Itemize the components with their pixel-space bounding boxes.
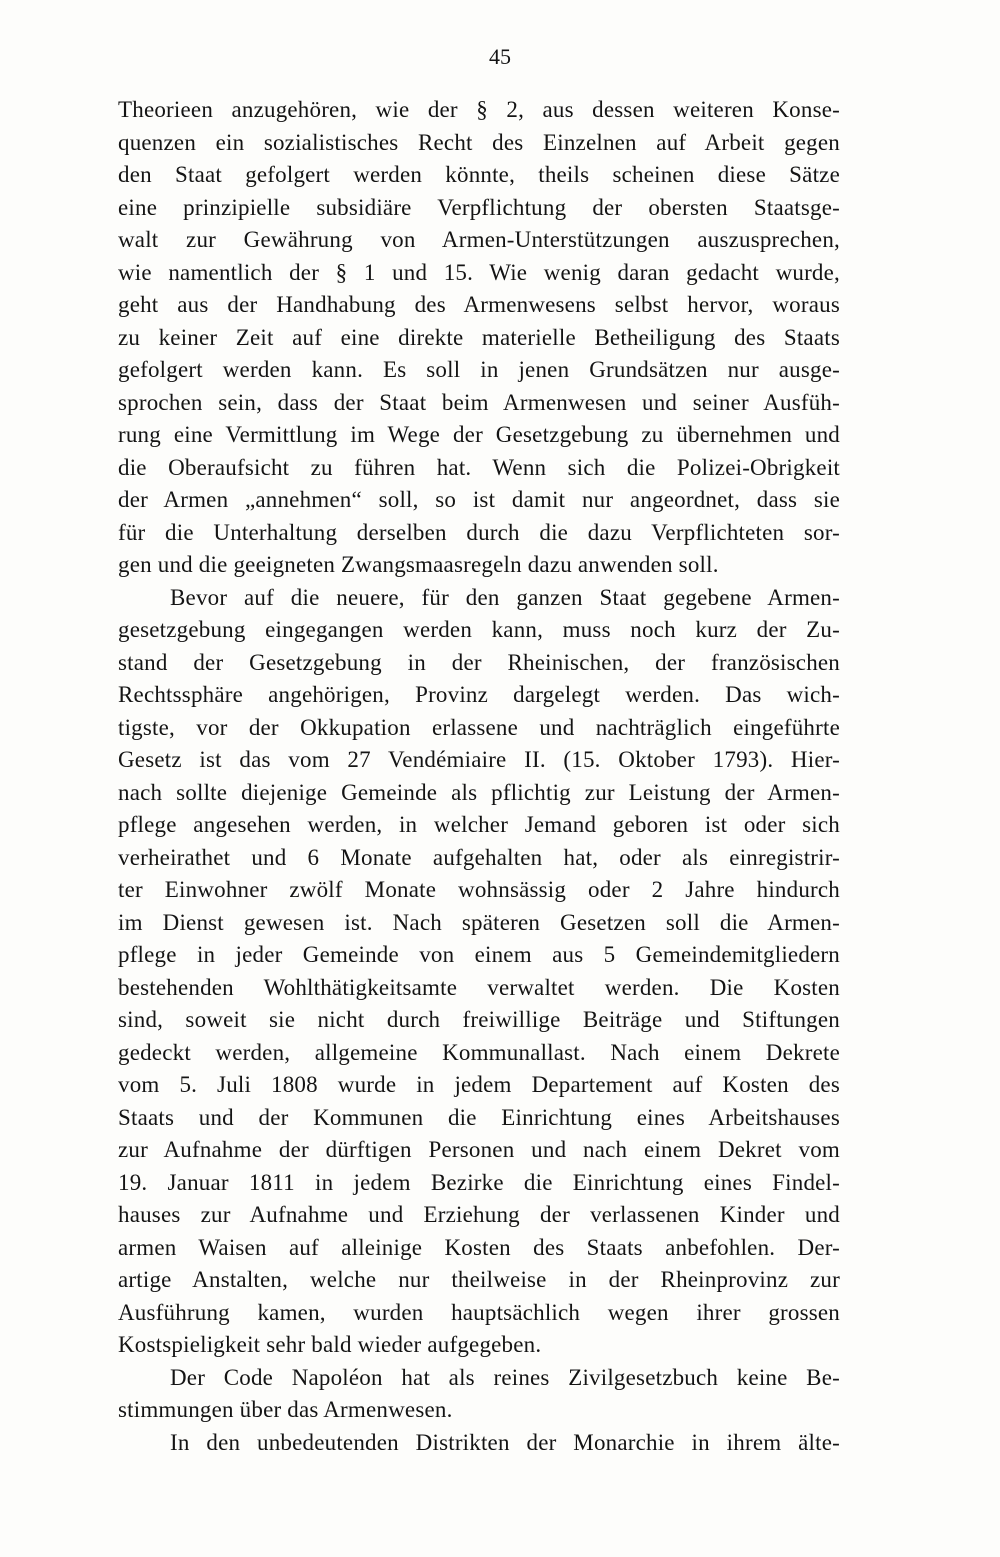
text-line: hauses zur Aufnahme und Erziehung der verlassenen Kinder und: [118, 1202, 840, 1227]
text-line: Gesetz ist das vom 27 Vendémiaire II. (15. Oktober 1793). Hier-: [118, 747, 840, 772]
paragraph-end-line: stimmungen über das Armenwesen.: [118, 1397, 453, 1422]
body-text: [118, 94, 840, 1459]
text-line: den Staat gefolgert werden könnte, theils scheinen diese Sätze: [118, 162, 840, 187]
text-line: gesetzgebung eingegangen werden kann, muss noch kurz der Zu-: [118, 617, 840, 642]
text-line: eine prinzipielle subsidiäre Verpflichtung der obersten Staatsge-: [118, 194, 840, 220]
text-line: artige Anstalten, welche nur theilweise in der Rheinprovinz zur: [118, 1267, 840, 1292]
text-line: Rechtssphäre angehörigen, Provinz dargelegt werden. Das wich-: [118, 682, 840, 707]
text-line: pflege angesehen werden, in welcher Jemand geboren ist oder sich: [118, 812, 840, 837]
text-line: 19. Januar 1811 in jedem Bezirke die Einrichtung eines Findel-: [118, 1169, 840, 1195]
paragraph-end-line: gen und die geeigneten Zwangsmaasregeln dazu anwenden soll.: [118, 552, 719, 577]
text-line: nach sollte diejenige Gemeinde als pflichtig zur Leistung der Armen-: [118, 779, 840, 805]
text-line: zur Aufnahme der dürftigen Personen und nach einem Dekret vom: [118, 1137, 840, 1162]
text-line: rung eine Vermittlung im Wege der Gesetzgebung zu übernehmen und: [118, 422, 840, 447]
text-line: quenzen ein sozialistisches Recht des Einzelnen auf Arbeit gegen: [118, 129, 840, 155]
text-line: Ausführung kamen, wurden hauptsächlich wegen ihrer grossen: [118, 1299, 840, 1325]
paragraph-end-line: Kostspieligkeit sehr bald wieder aufgegeben.: [118, 1332, 542, 1357]
text-line: die Oberaufsicht zu führen hat. Wenn sich die Polizei-Obrigkeit: [118, 454, 840, 480]
text-line: im Dienst gewesen ist. Nach späteren Gesetzen soll die Armen-: [118, 909, 840, 935]
text-line: sprochen sein, dass der Staat beim Armenwesen und seiner Ausfüh-: [118, 389, 840, 415]
text-line: pflege in jeder Gemeinde von einem aus 5 Gemeindemitgliedern: [118, 942, 840, 967]
paragraph-start-line: In den unbedeutenden Distrikten der Monarchie in ihrem älte-: [170, 1429, 840, 1455]
text-line: ter Einwohner zwölf Monate wohnsässig oder 2 Jahre hindurch: [118, 877, 840, 902]
text-line: für die Unterhaltung derselben durch die dazu Verpflichteten sor-: [118, 519, 840, 545]
page-number: 45: [489, 44, 511, 69]
text-line: geht aus der Handhabung des Armenwesens selbst hervor, woraus: [118, 292, 840, 317]
text-line: stand der Gesetzgebung in der Rheinischen, der französischen: [118, 649, 840, 675]
text-line: Staats und der Kommunen die Einrichtung eines Arbeitshauses: [118, 1104, 840, 1130]
paragraph-start-line: Bevor auf die neuere, für den ganzen Staat gegebene Armen-: [170, 584, 840, 610]
text-line: tigste, vor der Okkupation erlassene und nachträglich eingeführte: [118, 714, 840, 740]
text-line: sind, soweit sie nicht durch freiwillige Beiträge und Stiftungen: [118, 1007, 840, 1032]
text-line: der Armen „annehmen“ soll, so ist damit nur angeordnet, dass sie: [118, 487, 840, 512]
text-line: vom 5. Juli 1808 wurde in jedem Departement auf Kosten des: [118, 1072, 840, 1097]
text-line: gedeckt werden, allgemeine Kommunallast. Nach einem Dekrete: [118, 1039, 840, 1065]
paragraph-start-line: Der Code Napoléon hat als reines Zivilgesetzbuch keine Be-: [170, 1364, 840, 1390]
text-line: zu keiner Zeit auf eine direkte materielle Betheiligung des Staats: [118, 324, 840, 350]
text-line: wie namentlich der § 1 und 15. Wie wenig daran gedacht wurde,: [118, 259, 840, 285]
text-line: Theorieen anzugehören, wie der § 2, aus dessen weiteren Konse-: [118, 97, 840, 122]
text-line: bestehenden Wohlthätigkeitsamte verwaltet werden. Die Kosten: [118, 974, 840, 1000]
text-line: verheirathet und 6 Monate aufgehalten hat, oder als einregistrir-: [118, 844, 840, 870]
text-line: gefolgert werden kann. Es soll in jenen Grundsätzen nur ausge-: [118, 357, 840, 382]
text-line: armen Waisen auf alleinige Kosten des Staats anbefohlen. Der-: [118, 1234, 840, 1260]
text-line: walt zur Gewährung von Armen-Unterstützungen auszusprechen,: [118, 227, 840, 252]
